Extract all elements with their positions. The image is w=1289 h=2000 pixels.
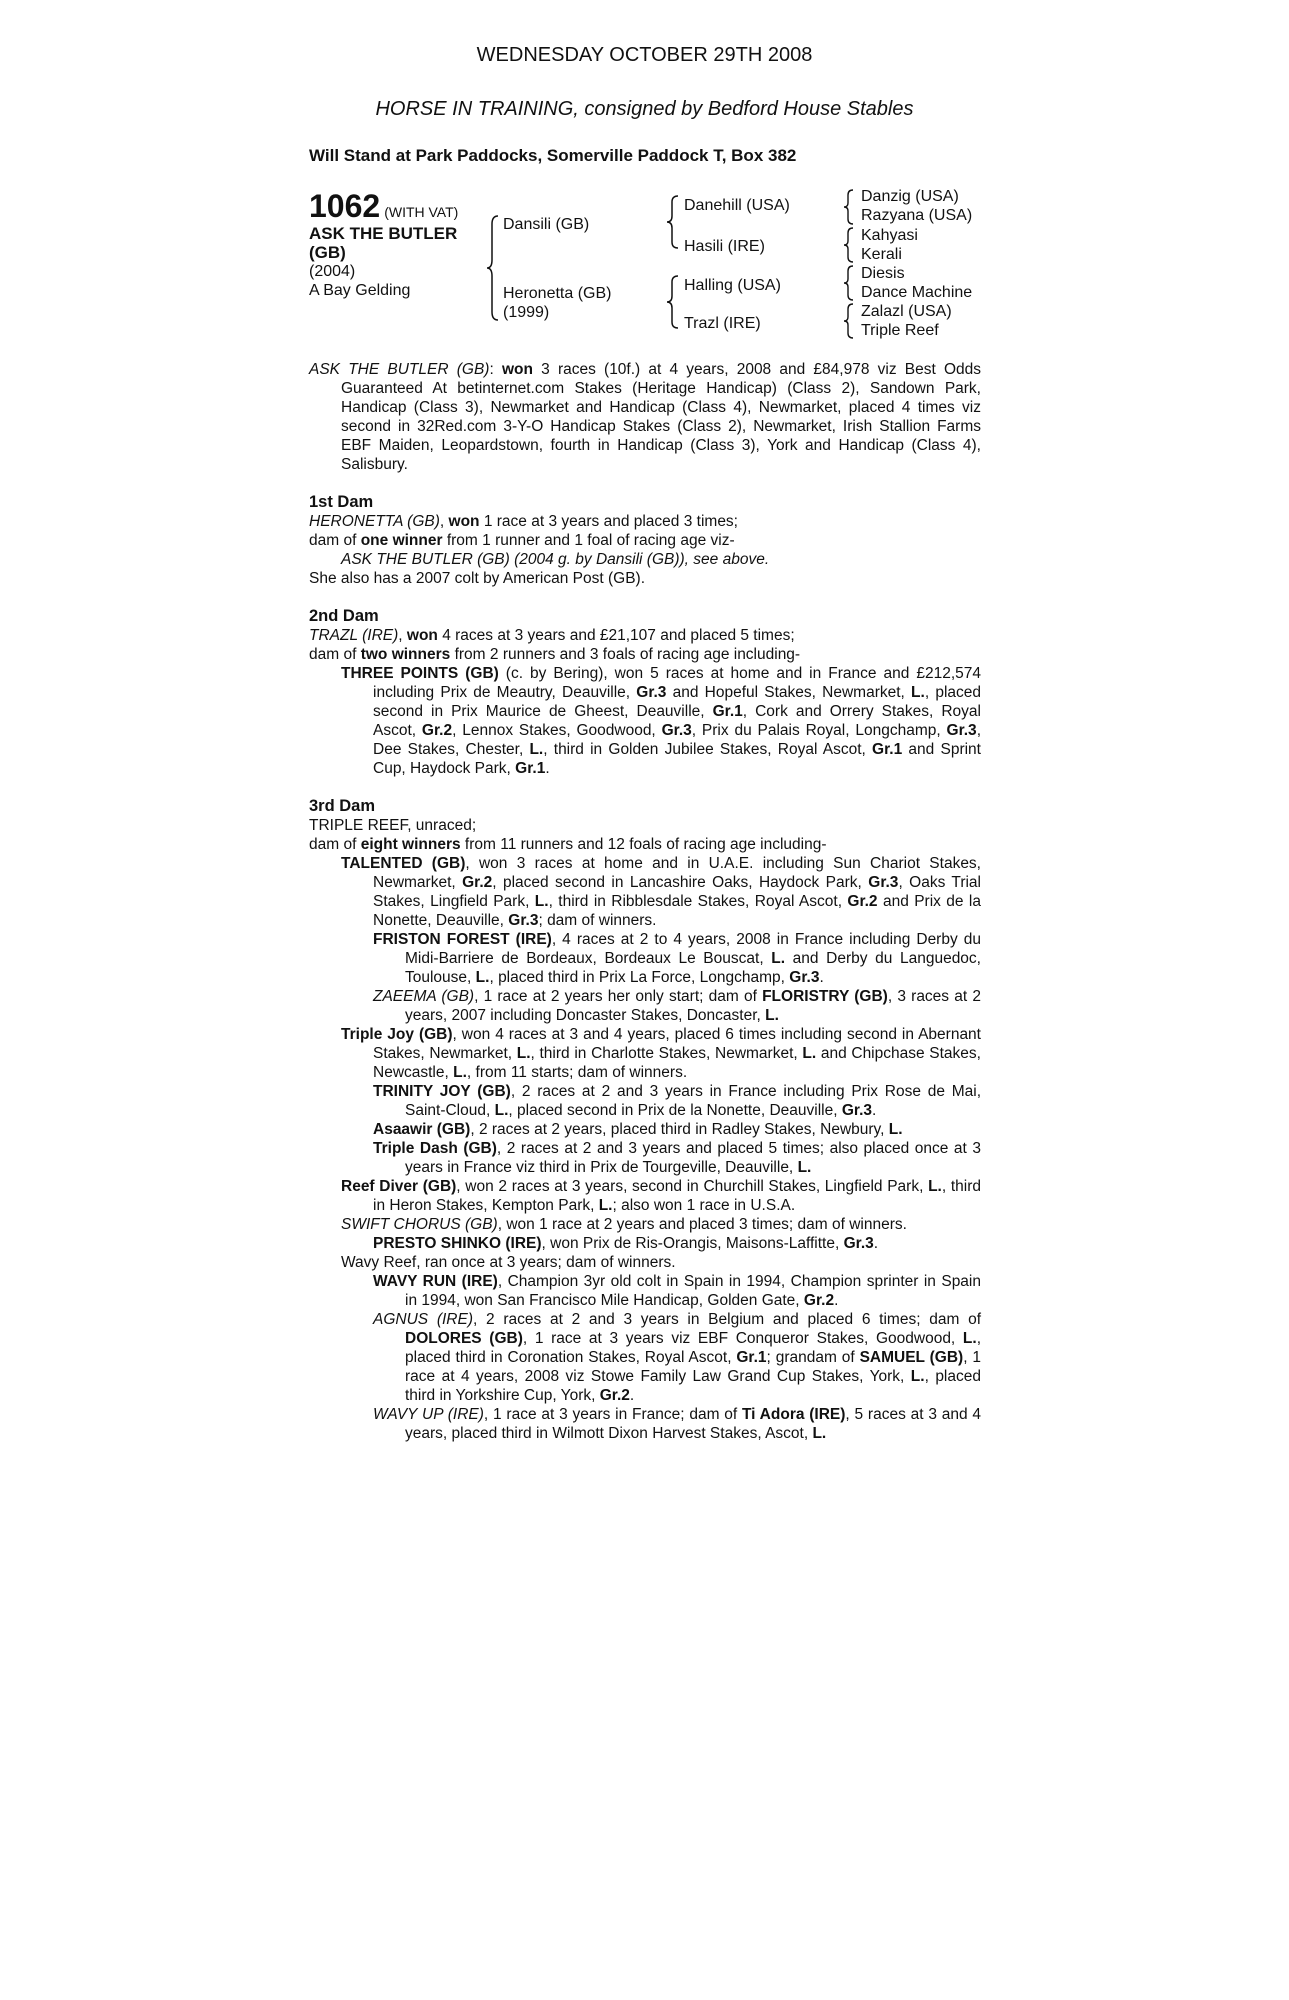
first-dam-note: She also has a 2007 colt by American Post (GB). <box>309 570 646 587</box>
stand-location: Will Stand at Park Paddocks, Somerville Paddock T, Box 382 <box>309 146 797 165</box>
pedigree-ssd: Razyana (USA) <box>861 207 973 224</box>
horse-name: ASK THE BUTLER <box>309 224 458 243</box>
pedigree-sire-sire: Danehill (USA) <box>684 197 790 214</box>
three-points-entry: THREE POINTS (GB) (c. by Bering), won 5 races at home and in France and £212,574 including Prix de Meautry, Deauville, Gr.3 and Hopeful Stakes, Newmarket, L., placed second in Prix Maurice de Gheest, Deauville, Gr.1, Cork and Orrery Stakes, Royal Ascot, Gr.2, Lennox Stakes, Goodwood, Gr.3, Prix du Palais Royal, Longchamp, Gr.3, Dee Stakes, Chester, L., third in Golden Jubilee Stakes, Royal Ascot, Gr.1 and Sprint Cup, Haydock Park, Gr.1. <box>341 665 981 777</box>
third-dam-produce: dam of eight winners from 11 runners and 12 foals of racing age including- <box>309 836 827 853</box>
pedigree-brace-sire <box>666 194 680 250</box>
horse-description: A Bay Gelding <box>309 282 411 299</box>
pedigree-dam-sire: Halling (USA) <box>684 277 781 294</box>
talented-entry: TALENTED (GB), won 3 races at home and in U.A.E. including Sun Chariot Stakes, Newmarket, Gr.2, placed second in Lancashire Oaks, Haydock Park, Gr.3, Oaks Trial Stakes, Lingfield Park, L., third in Ribblesdale Stakes, Royal Ascot, Gr.2 and Prix de la Nonette, Deauville, Gr.3; dam of winners. <box>341 855 981 929</box>
first-dam-line: HERONETTA (GB), won 1 race at 3 years and placed 3 times; <box>309 513 738 530</box>
agnus-entry: AGNUS (IRE), 2 races at 2 and 3 years in Belgium and placed 6 times; dam of DOLORES (GB), 1 race at 3 years viz EBF Conqueror Stakes, Goodwood, L., placed third in Coronation Stakes, Royal Ascot, Gr.1; grandam of SAMUEL (GB), 1 race at 4 years, 2008 viz Stowe Family Law Grand Cup Stakes, York, L., placed third in Yorkshire Cup, York, Gr.2. <box>373 1311 982 1404</box>
race-record: ASK THE BUTLER (GB): won 3 races (10f.) at 4 years, 2008 and £84,978 viz Best Odds Guaranteed At betinternet.com Stakes (Heritage Handicap) (Class 2), Sandown Park, Handicap (Class 3), Newmarket and Handicap (Class 4), Newmarket, placed 4 times viz second in 32Red.com 3-Y-O Handicap Stakes (Class 2), Newmarket, Irish Stallion Farms EBF Maiden, Leopardstown, fourth in Handicap (Class 3), York and Handicap (Class 4), Salisbury. <box>309 361 981 473</box>
pedigree-sss: Danzig (USA) <box>861 188 959 205</box>
triple-dash-entry: Triple Dash (GB), 2 races at 2 and 3 years and placed 5 times; also placed once at 3 years in France viz third in Prix de Tourgeville, Deauville, L. <box>373 1140 981 1176</box>
presto-shinko-entry: PRESTO SHINKO (IRE), won Prix de Ris-Orangis, Maisons-Laffitte, Gr.3. <box>373 1235 879 1252</box>
foaling-year: (2004) <box>309 263 356 280</box>
second-dam-heading: 2nd Dam <box>309 607 379 625</box>
triple-joy-entry: Triple Joy (GB), won 4 races at 3 and 4 years, placed 6 times including second in Abernant Stakes, Newmarket, L., third in Charlotte Stakes, Newmarket, L. and Chipchase Stakes, Newcastle, L., from 11 starts; dam of winners. <box>341 1026 981 1081</box>
pedigree-sds: Kahyasi <box>861 227 918 244</box>
pedigree-brace-g1 <box>843 188 855 226</box>
trinity-joy-entry: TRINITY JOY (GB), 2 races at 2 and 3 years in France including Prix Rose de Mai, Saint-Cloud, L., placed second in Prix de la Nonette, Deauville, Gr.3. <box>373 1083 981 1119</box>
wavy-up-entry: WAVY UP (IRE), 1 race at 3 years in France; dam of Ti Adora (IRE), 5 races at 3 and 4 years, placed third in Wilmott Dixon Harvest Stakes, Ascot, L. <box>373 1406 981 1442</box>
pedigree-dam: Heronetta (GB) <box>503 285 612 302</box>
pedigree-sire-dam: Hasili (IRE) <box>684 238 765 255</box>
pedigree-brace-g3 <box>843 264 855 302</box>
wavy-reef-entry: Wavy Reef, ran once at 3 years; dam of winners. <box>341 1254 676 1271</box>
consignment-line: HORSE IN TRAINING, consigned by Bedford House Stables <box>375 98 914 120</box>
lot-block <box>309 188 509 300</box>
horse-origin: (GB) <box>309 243 346 262</box>
lot-vat: (WITH VAT) <box>384 204 459 220</box>
pedigree-dds: Zalazl (USA) <box>861 303 952 320</box>
pedigree-brace-main <box>486 214 500 322</box>
pedigree-sdd: Kerali <box>861 246 902 263</box>
swift-chorus-entry: SWIFT CHORUS (GB), won 1 race at 2 years and placed 3 times; dam of winners. <box>341 1216 907 1233</box>
first-dam-foal: ASK THE BUTLER (GB) (2004 g. by Dansili (GB)), see above. <box>341 551 770 568</box>
pedigree-dss: Diesis <box>861 265 905 282</box>
pedigree-dam-dam: Trazl (IRE) <box>684 315 761 332</box>
zaeema-entry: ZAEEMA (GB), 1 race at 2 years her only start; dam of FLORISTRY (GB), 3 races at 2 years, 2007 including Doncaster Stakes, Doncaster, L. <box>373 988 981 1024</box>
pedigree-dsd: Dance Machine <box>861 284 973 301</box>
pedigree-ddd: Triple Reef <box>861 322 939 339</box>
friston-forest-entry: FRISTON FOREST (IRE), 4 races at 2 to 4 years, 2008 in France including Derby du Midi-Barriere de Bordeaux, Bordeaux Le Bouscat, L. and Derby du Languedoc, Toulouse, L., placed third in Prix La Force, Longchamp, Gr.3. <box>373 931 981 986</box>
asaawir-entry: Asaawir (GB), 2 races at 2 years, placed third in Radley Stakes, Newbury, L. <box>373 1121 903 1138</box>
second-dam-produce: dam of two winners from 2 runners and 3 foals of racing age including- <box>309 646 801 663</box>
lot-number: 1062 <box>309 188 381 224</box>
wavy-run-entry: WAVY RUN (IRE), Champion 3yr old colt in Spain in 1994, Champion sprinter in Spain in 1994, won San Francisco Mile Handicap, Golden Gate, Gr.2. <box>373 1273 981 1309</box>
sale-date: WEDNESDAY OCTOBER 29TH 2008 <box>476 44 813 66</box>
third-dam-line: TRIPLE REEF, unraced; <box>309 817 477 834</box>
pedigree-sire: Dansili (GB) <box>503 216 590 233</box>
catalogue-body <box>309 360 981 1443</box>
pedigree-brace-dam <box>666 274 680 330</box>
pedigree-dam-year: (1999) <box>503 304 550 321</box>
first-dam-heading: 1st Dam <box>309 493 374 511</box>
pedigree-brace-g2 <box>843 226 855 264</box>
reef-diver-entry: Reef Diver (GB), won 2 races at 3 years, second in Churchill Stakes, Lingfield Park, L., third in Heron Stakes, Kempton Park, L.; also won 1 race in U.S.A. <box>341 1178 981 1214</box>
second-dam-line: TRAZL (IRE), won 4 races at 3 years and £21,107 and placed 5 times; <box>309 627 795 644</box>
third-dam-heading: 3rd Dam <box>309 797 376 815</box>
pedigree-brace-g4 <box>843 302 855 340</box>
first-dam-produce: dam of one winner from 1 runner and 1 foal of racing age viz- <box>309 532 735 549</box>
